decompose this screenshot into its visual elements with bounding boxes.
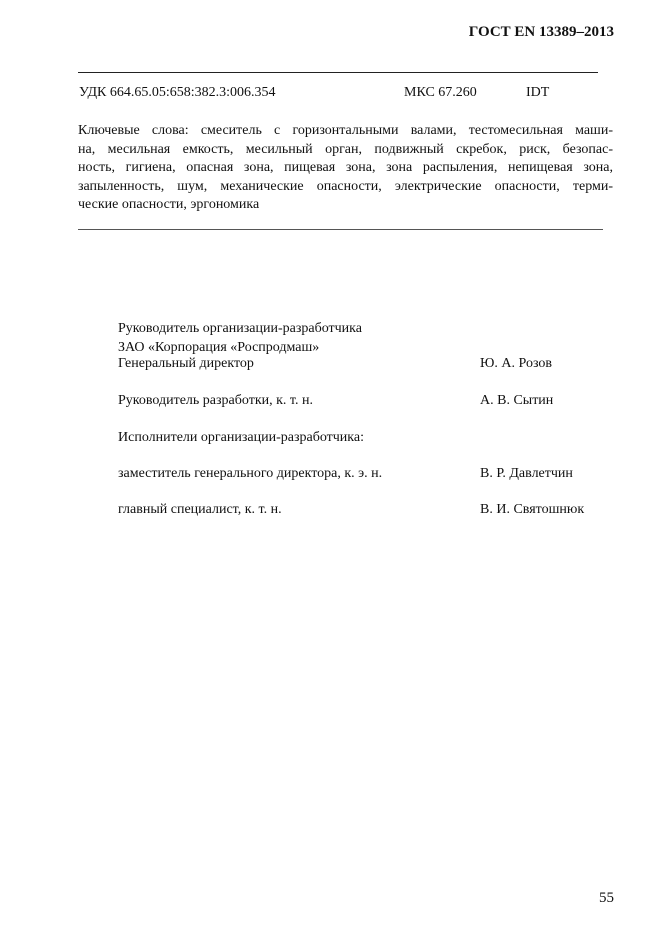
specialist-title: главный специалист, к. т. н. bbox=[118, 502, 282, 517]
document-header: ГОСТ EN 13389–2013 bbox=[468, 24, 614, 40]
bottom-divider bbox=[78, 229, 603, 230]
classification-row bbox=[79, 85, 599, 103]
dev-lead-title: Руководитель разработки, к. т. н. bbox=[118, 393, 313, 408]
page-number: 55 bbox=[599, 890, 614, 906]
keywords-line: ческие опасности, эргономика bbox=[78, 197, 260, 213]
top-divider bbox=[78, 72, 598, 73]
specialist-name: В. И. Святошнюк bbox=[480, 502, 585, 517]
keywords-line: Ключевые слова: смеситель с горизонтальными валами, тестомесильная маши- bbox=[78, 123, 613, 138]
deputy-title: заместитель генерального директора, к. э. н. bbox=[118, 466, 383, 481]
keywords-line: на, месильная емкость, месильный орган, подвижный скребок, риск, безопас- bbox=[78, 141, 613, 157]
equivalence-degree: IDT bbox=[526, 85, 550, 100]
keywords-line: ность, гигиена, опасная зона, пищевая зона, зона распыления, непищевая зона, bbox=[78, 160, 613, 176]
deputy-name: В. Р. Давлетчин bbox=[480, 466, 573, 481]
dev-lead-name: А. В. Сытин bbox=[480, 393, 554, 408]
organization-name: ЗАО «Корпорация «Роспродмаш» bbox=[118, 339, 320, 355]
lead-organization-block bbox=[118, 320, 362, 357]
performers-heading: Исполнители организации-разработчика: bbox=[118, 430, 364, 445]
general-director-name: Ю. А. Розов bbox=[480, 356, 552, 371]
mks-code: МКС 67.260 bbox=[404, 85, 477, 100]
lead-org-heading: Руководитель организации-разработчика bbox=[118, 321, 362, 336]
keywords-line: запыленность, шум, механические опасности, электрические опасности, терми- bbox=[78, 178, 613, 194]
udc-code: УДК 664.65.05:658:382.3:006.354 bbox=[79, 85, 276, 100]
keywords-paragraph bbox=[78, 122, 613, 215]
general-director-title: Генеральный директор bbox=[118, 356, 254, 371]
